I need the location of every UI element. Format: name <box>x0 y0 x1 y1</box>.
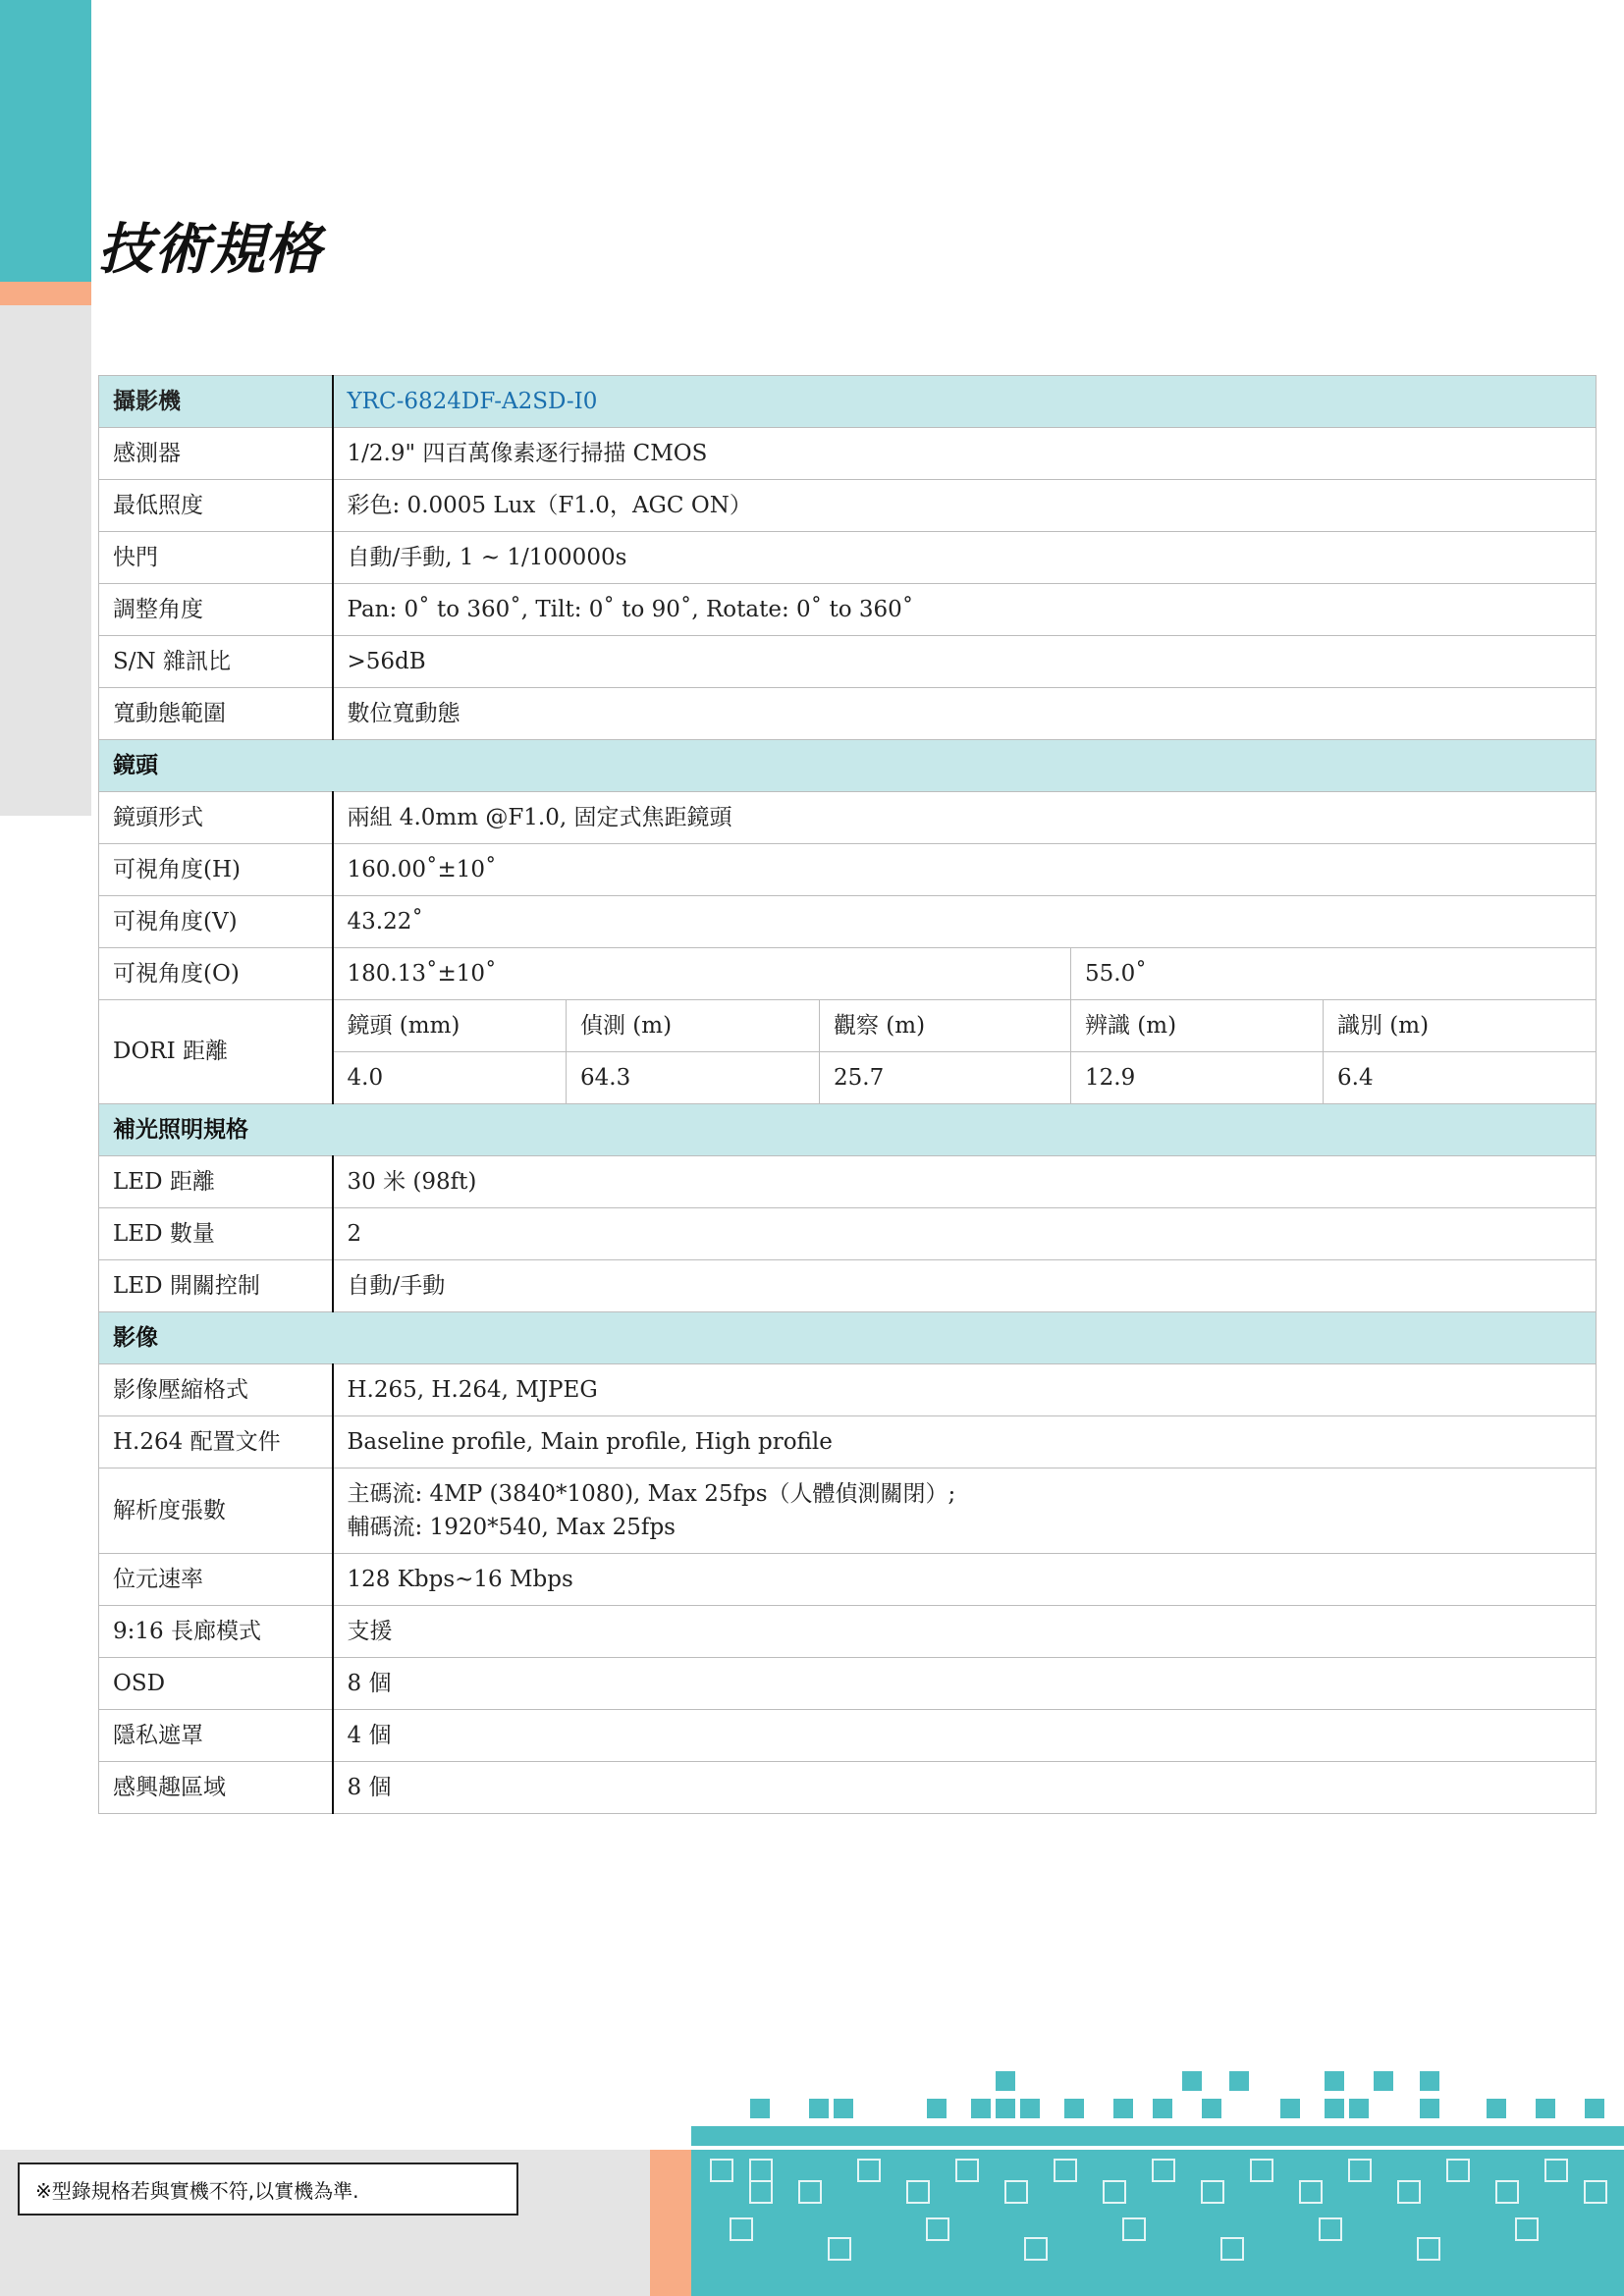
row-label: LED 開關控制 <box>99 1260 333 1312</box>
dori-header: 鏡頭 (mm) <box>333 1000 567 1052</box>
section-ir-title: 補光照明規格 <box>99 1104 1597 1156</box>
row-value: 180.13˚±10˚ <box>333 948 1071 1000</box>
table-row <box>99 1468 1597 1554</box>
row-value: 160.00˚±10˚ <box>333 844 1597 896</box>
page-title: 技術規格 <box>98 218 322 282</box>
row-label: 可視角度(V) <box>99 896 333 948</box>
table-row <box>99 1710 1597 1762</box>
row-label: 感興趣區域 <box>99 1762 333 1814</box>
dori-value: 4.0 <box>333 1052 567 1104</box>
row-label: 可視角度(H) <box>99 844 333 896</box>
row-label: 解析度張數 <box>99 1468 333 1554</box>
dori-label: DORI 距離 <box>99 1000 333 1104</box>
row-value: 8 個 <box>333 1762 1597 1814</box>
row-value <box>333 1468 1597 1554</box>
row-label: LED 距離 <box>99 1156 333 1208</box>
dori-value: 12.9 <box>1071 1052 1324 1104</box>
row-label: S/N 雜訊比 <box>99 636 333 688</box>
table-row <box>99 480 1597 532</box>
row-value: 128 Kbps~16 Mbps <box>333 1554 1597 1606</box>
dori-header: 觀察 (m) <box>820 1000 1071 1052</box>
row-value: 2 <box>333 1208 1597 1260</box>
dori-header: 識別 (m) <box>1324 1000 1597 1052</box>
section-video-title: 影像 <box>99 1312 1597 1364</box>
dori-header: 辨識 (m) <box>1071 1000 1324 1052</box>
row-label: 最低照度 <box>99 480 333 532</box>
row-value: H.265, H.264, MJPEG <box>333 1364 1597 1416</box>
section-camera <box>99 376 1597 428</box>
row-label: 鏡頭形式 <box>99 792 333 844</box>
left-accent-bar-orange <box>0 282 91 305</box>
dori-header-row <box>99 1000 1597 1052</box>
row-value: 數位寬動態 <box>333 688 1597 740</box>
table-row <box>99 844 1597 896</box>
row-value: 自動/手動 <box>333 1260 1597 1312</box>
row-value: 兩組 4.0mm @F1.0, 固定式焦距鏡頭 <box>333 792 1597 844</box>
section-lens-title: 鏡頭 <box>99 740 1597 792</box>
row-label: 9:16 長廊模式 <box>99 1606 333 1658</box>
footer-band-orange <box>650 2150 691 2296</box>
table-row <box>99 532 1597 584</box>
table-row <box>99 584 1597 636</box>
table-row <box>99 1658 1597 1710</box>
section-video <box>99 1312 1597 1364</box>
table-row <box>99 1416 1597 1468</box>
dori-value: 6.4 <box>1324 1052 1597 1104</box>
table-row <box>99 1762 1597 1814</box>
row-label: 快門 <box>99 532 333 584</box>
table-row <box>99 948 1597 1000</box>
row-value: 支援 <box>333 1606 1597 1658</box>
left-accent-bar-teal <box>0 0 91 282</box>
table-row <box>99 1554 1597 1606</box>
table-row <box>99 792 1597 844</box>
row-value: 4 個 <box>333 1710 1597 1762</box>
left-accent-bar-gray <box>0 305 91 816</box>
row-label: LED 數量 <box>99 1208 333 1260</box>
row-value-secondary: 55.0˚ <box>1071 948 1597 1000</box>
section-lens <box>99 740 1597 792</box>
dori-value: 64.3 <box>567 1052 820 1104</box>
row-label: 可視角度(O) <box>99 948 333 1000</box>
dori-header: 偵測 (m) <box>567 1000 820 1052</box>
row-label: 調整角度 <box>99 584 333 636</box>
row-value: Pan: 0˚ to 360˚, Tilt: 0˚ to 90˚, Rotate: 0˚ to 360˚ <box>333 584 1597 636</box>
row-value: 30 米 (98ft) <box>333 1156 1597 1208</box>
table-row <box>99 896 1597 948</box>
disclaimer-note: ※型錄規格若與實機不符,以實機為準. <box>18 2163 518 2216</box>
row-label: 位元速率 <box>99 1554 333 1606</box>
table-row <box>99 636 1597 688</box>
row-label: 寬動態範圍 <box>99 688 333 740</box>
table-row <box>99 688 1597 740</box>
row-value: 彩色: 0.0005 Lux（F1.0，AGC ON） <box>333 480 1597 532</box>
row-label: OSD <box>99 1658 333 1710</box>
row-value: 1/2.9" 四百萬像素逐行掃描 CMOS <box>333 428 1597 480</box>
row-label: 影像壓縮格式 <box>99 1364 333 1416</box>
table-row <box>99 428 1597 480</box>
row-label: 隱私遮罩 <box>99 1710 333 1762</box>
section-camera-title: 攝影機 <box>99 376 333 428</box>
table-row <box>99 1208 1597 1260</box>
resolution-sub-stream: 輔碼流: 1920*540, Max 25fps <box>347 1515 676 1540</box>
model-number: YRC-6824DF-A2SD-I0 <box>333 376 1597 428</box>
row-label: H.264 配置文件 <box>99 1416 333 1468</box>
row-label: 感測器 <box>99 428 333 480</box>
dori-value: 25.7 <box>820 1052 1071 1104</box>
row-value: Baseline profile, Main profile, High profile <box>333 1416 1597 1468</box>
spec-table <box>98 375 1597 1814</box>
row-value: >56dB <box>333 636 1597 688</box>
section-ir <box>99 1104 1597 1156</box>
table-row <box>99 1156 1597 1208</box>
row-value: 43.22˚ <box>333 896 1597 948</box>
row-value: 自動/手動, 1 ~ 1/100000s <box>333 532 1597 584</box>
row-value: 8 個 <box>333 1658 1597 1710</box>
footer-pixel-pattern <box>691 2061 1624 2296</box>
table-row <box>99 1606 1597 1658</box>
table-row <box>99 1364 1597 1416</box>
table-row <box>99 1260 1597 1312</box>
resolution-main-stream: 主碼流: 4MP (3840*1080), Max 25fps（人體偵測關閉）; <box>347 1480 956 1507</box>
